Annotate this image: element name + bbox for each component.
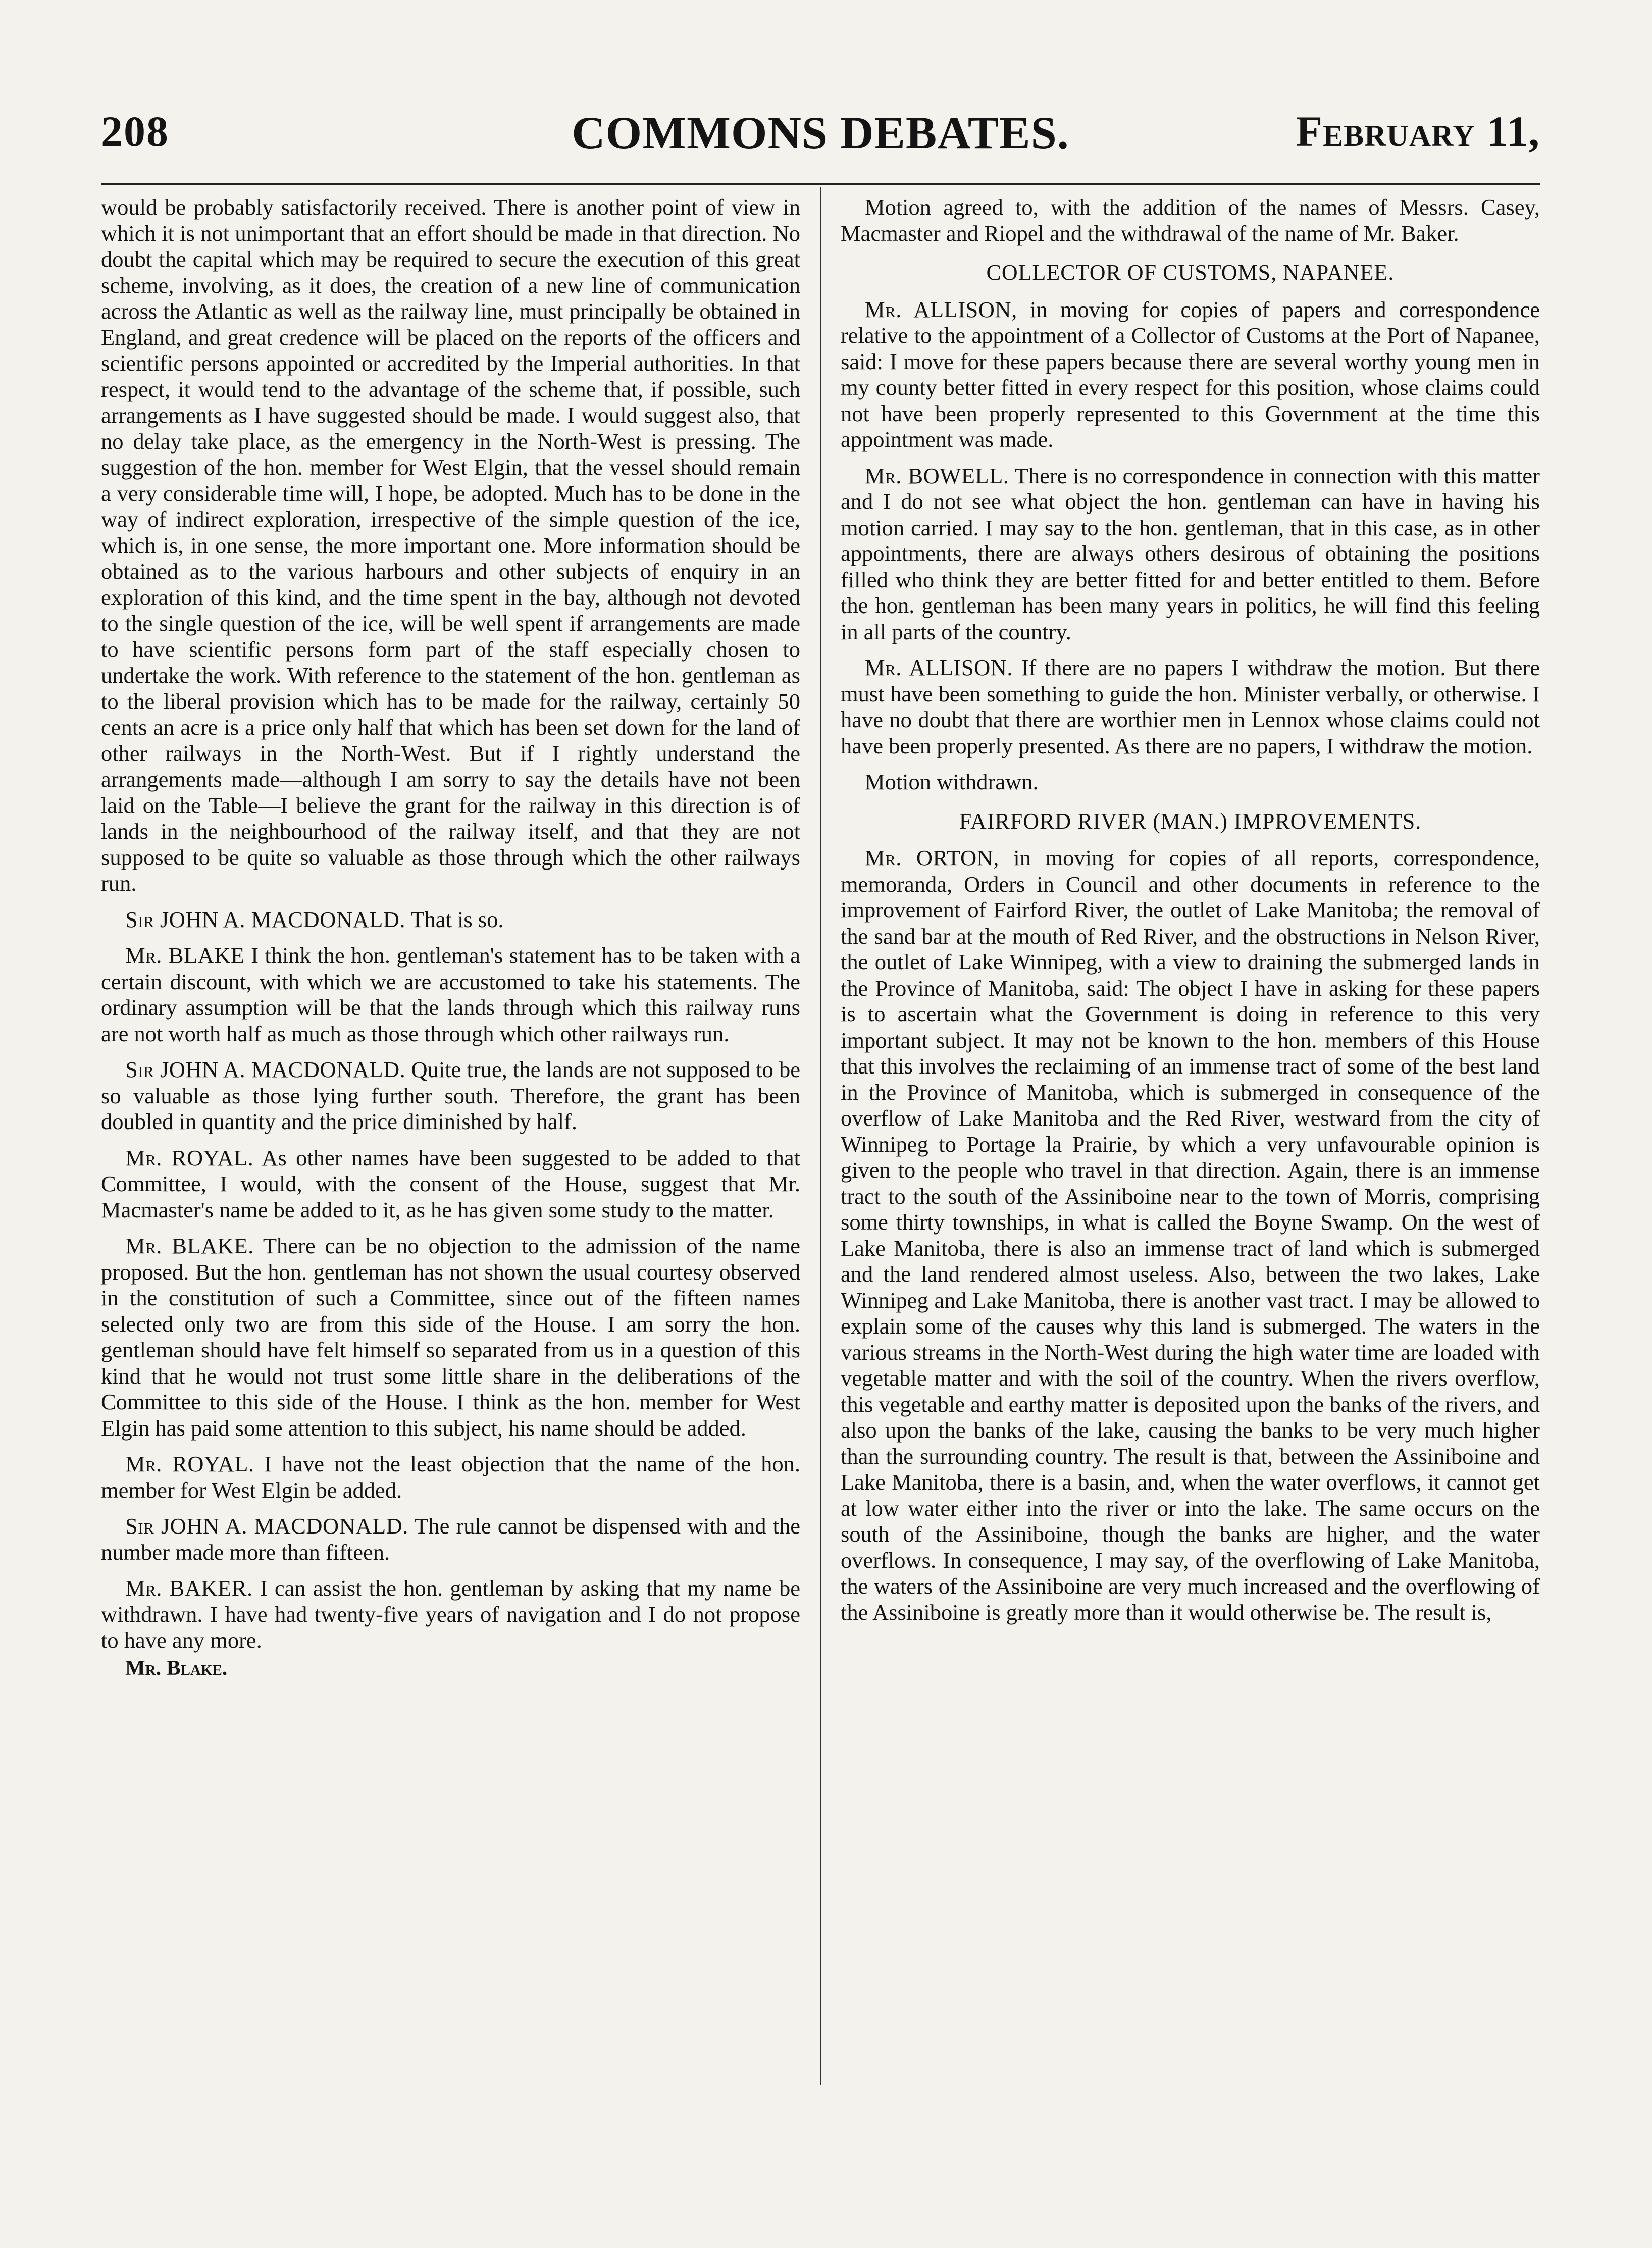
speech [841,297,1540,453]
speech [841,463,1540,645]
speech [101,1233,800,1441]
paragraph: would be probably satisfactorily received. There is another point of view in which it is not unimportant that an effort should be made in that direction. No doubt the capital which may be required to secure the execution of this great scheme, involving, as it does, the creation of a new line of communication across the Atlantic as well as the railway line, must principally be obtained in England, and great credence will be placed on the reports of the officers and scientific persons appointed or accredited by the Imperial authorities. In that respect, it would tend to the advantage of the scheme that, if possible, such arrangements as I have suggested should be made. I would suggest also, that no delay take place, as the emergency in the North-West is pressing. The suggestion of the hon. member for West Elgin, that the vessel should remain a very considerable time will, I hope, be adopted. Much has to be done in the way of indirect exploration, irrespective of the simple question of the ice, which is, in one sense, the more important one. More information should be obtained as to the various harbours and other subjects of enquiry in an exploration of this kind, and the time spent in the bay, although not devoted to the single question of the ice, will be well spent if arrangements are made to have scientific persons form part of the staff especially chosen to undertake the work. With reference to the statement of the hon. gentleman as to the liberal provision which has to be made for the railway, certainly 50 cents an acre is a price only half that which has been set down for the land of other railways in the North-West. But if I rightly understand the arrangements made—although I am sorry to say the details have not been laid on the Table—I believe the grant for the railway in this direction is of lands in the neighbourhood of the railway itself, and that they are not supposed to be quite so valuable as those through which the other railways run. [101,194,800,896]
running-title: COMMONS DEBATES. [572,107,1069,159]
speech-text: Quite true, the lands are not supposed to be so valuable as those lying further south. Therefore, the grant has been doubled in quantity and the price diminished by half. [101,1057,800,1134]
speaker-name: Sir JOHN A. MACDONALD. [125,1057,406,1082]
speaker-name: Mr. BLAKE [125,943,245,968]
speech-text: If there are no papers I withdraw the motion. But there must have been something to guide the hon. Minister verbally, or otherwise. I have no doubt that there are worthier men in Lennox whose claims could not have been properly presented. As there are no papers, I withdraw the motion. [841,655,1540,758]
column-divider [820,187,821,2085]
page-number: 208 [101,107,169,156]
right-column [841,194,1540,1636]
speech [101,1513,800,1565]
speech-text: There is no correspondence in connection with this matter and I do not see what object the hon. gentleman can have in having his motion carried. I may say to the hon. gentleman, that in this case, as in other appointments, there are always others desirous of obtaining the positions filled who think they are better fitted for and better entitled to them. Before the hon. gentleman has been many years in politics, he will find this feeling in all parts of the country. [841,463,1540,644]
section-heading: COLLECTOR OF CUSTOMS, NAPANEE. [986,260,1395,285]
speech-text: As other names have been suggested to be added to that Committee, I would, with the consent of the House, suggest that Mr. Macmaster's name be added to it, as he has given some study to the matter. [101,1145,800,1222]
speech-text: I think the hon. gentleman's statement has to be taken with a certain discount, with which we are accustomed to take his statements. The ordinary assumption will be that the lands through which this railway runs are not worth half as much as those through which other railways run. [101,943,800,1046]
section-heading: FAIRFORD RIVER (MAN.) IMPROVEMENTS. [959,808,1422,834]
speech-text: in moving for copies of papers and correspondence relative to the appointment of a Collector of Customs at the Port of Napanee, said: I move for these papers because there are several worthy young men in my county better fitted in every respect for this position, whose claims could not have been properly represented to this Government at the time this appointment was made. [841,296,1540,452]
paragraph: Motion withdrawn. [865,769,1039,794]
catchword: Mr. Blake. [125,1656,228,1680]
speech [101,943,800,1047]
speaker-name: Mr. ROYAL. [125,1451,254,1476]
left-column [101,194,800,1692]
speaker-name: Mr. ROYAL. [125,1145,254,1170]
speech [101,1145,800,1223]
speech [101,907,800,933]
speaker-name: Mr. ALLISON, [865,296,1017,322]
speech-text: That is so. [410,906,504,932]
speech [841,655,1540,759]
running-date: February 11, [1296,107,1540,156]
speech [841,845,1540,1625]
speaker-name: Sir JOHN A. MACDONALD. [125,1513,408,1539]
paragraph: Motion agreed to, with the addition of the names of Messrs. Casey, Macmaster and Riopel and the withdrawal of the name of Mr. Baker. [841,194,1540,246]
speaker-name: Mr. BOWELL. [865,463,1009,488]
speaker-name: Mr. ALLISON. [865,655,1013,680]
speech-text: There can be no objection to the admission of the name proposed. But the hon. gentleman has not shown the usual courtesy observed in the constitution of such a Committee, since out of the fifteen names selected only two are from this side of the House. I am sorry the hon. gentleman should have felt himself so separated from us in a question of this kind that he would not trust some little share in the deliberations of the Committee to this side of the House. I think as the hon. member for West Elgin has paid some attention to this subject, his name should be added. [101,1233,800,1441]
speech-text: in moving for copies of all reports, correspondence, memoranda, Orders in Council and other documents in reference to the improvement of Fairford River, the outlet of Lake Manitoba; the removal of the sand bar at the mouth of Red River, and the obstructions in Nelson River, the outlet of Lake Winnipeg, with a view to draining the submerged lands in the Province of Manitoba, said: The object I have in asking for these papers is to ascertain what the Government is doing in reference to this very important subject. It may not be known to the hon. members of this House that this involves the reclaiming of an immense tract of some of the best land in the Province of Manitoba, which is submerged in consequence of the overflow of Lake Manitoba and the Red River, westward from the city of Winnipeg to Portage la Prairie, by which a very unfavourable opinion is given to the people who travel in that direction. Again, there is an immense tract to the south of the Assiniboine near to the town of Morris, comprising some thirty townships, in what is called the Boyne Swamp. On the west of Lake Manitoba, there is also an immense tract of land which is submerged and the land rendered almost useless. Also, between the two lakes, Lake Winnipeg and Lake Manitoba, there is another vast tract. I may be allowed to explain some of the causes why this land is submerged. The waters in the various streams in the North-West during the high water time are loaded with vegetable matter and with the soil of the country. When the rivers overflow, this vegetable and earthy matter is deposited upon the banks of the rivers, and also upon the banks of the lake, causing the banks to be very much higher than the surrounding country. The result is that, between the Assiniboine and Lake Manitoba, there is a basin, and, when the water overflows, it cannot get at low water either into the river or into the lake. The same occurs on the south of the Assiniboine, though the banks are higher, and the water overflows. In consequence, I may say, of the overflowing of Lake Manitoba, the waters of the Assiniboine are very much increased and the overflowing of the Assiniboine is greatly more than it would otherwise be. The result is, [841,845,1540,1625]
speech [101,1575,800,1654]
header-rule [101,183,1540,185]
speaker-name: Mr. BAKER. [125,1575,253,1601]
speaker-name: Sir JOHN A. MACDONALD. [125,906,406,932]
speaker-name: Mr. BLAKE. [125,1233,254,1258]
running-header [101,106,1540,177]
speech-text: I can assist the hon. gentleman by asking that my name be withdrawn. I have had twenty-five years of navigation and I do not propose to have any more. [101,1575,800,1653]
speaker-name: Mr. ORTON, [865,845,999,871]
speech [101,1057,800,1135]
speech-text: I have not the least objection that the name of the hon. member for West Elgin be added. [101,1451,800,1503]
speech-text: The rule cannot be dispensed with and the number made more than fifteen. [101,1513,800,1565]
speech [101,1451,800,1503]
